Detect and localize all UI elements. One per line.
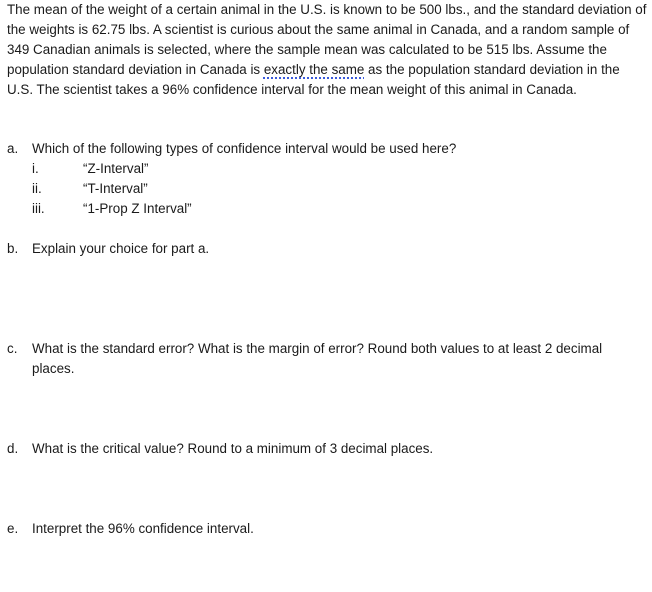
option-ii-number: ii. [32,181,42,196]
question-e-text: Interpret the 96% confidence interval. [32,521,254,536]
option-i-number: i. [32,161,39,176]
question-c-letter: c. [7,341,18,356]
option-iii-number: iii. [32,201,45,216]
question-d-text: What is the critical value? Round to a minimum of 3 decimal places. [32,441,434,456]
document-body [7,0,647,536]
question-a-letter: a. [7,141,19,156]
option-i-text: “Z-Interval” [83,161,149,176]
problem-text-end: as the population standard deviation in the U.S. The scientist takes a 96% confidence interval for the mean weight of this animal in Canada. [7,62,620,97]
question-e-letter: e. [7,521,19,536]
option-iii-text: “1-Prop Z Interval” [83,201,192,216]
question-a-text: Which of the following types of confidence interval would be used here? [32,141,457,156]
question-c-text: What is the standard error? What is the margin of error? Round both values to at least 2 decimal places. [32,341,603,376]
problem-statement [7,0,647,100]
option-ii-text: “T-Interval” [83,181,148,196]
question-b-text: Explain your choice for part a. [32,241,210,256]
problem-text-start: The mean of the weight of a certain animal in the U.S. is known to be 500 lbs., and the standard deviation of the weights is 62.75 lbs. A scientist is curious about the same animal in Canada, and a random sample of 349 Canadian animals is selected, where the sample mean was calculated to be 515 lbs. Assume the population standard deviation in Canada is [7,2,647,77]
question-d-letter: d. [7,441,19,456]
question-b-letter: b. [7,241,19,256]
problem-emphasis: exactly the same [263,62,365,77]
